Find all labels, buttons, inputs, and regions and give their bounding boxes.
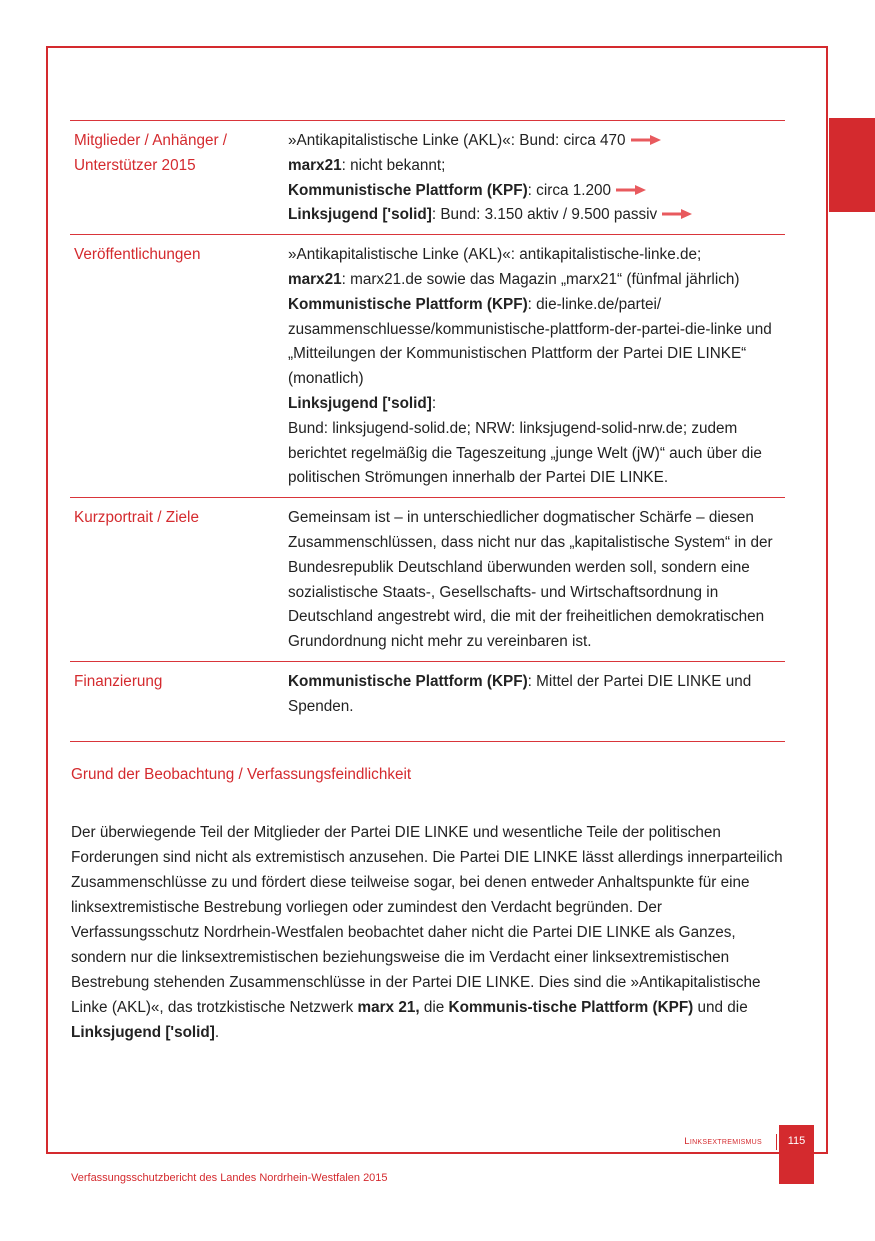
- row-label: Finanzierung: [74, 672, 163, 690]
- table-line: Kommunistische Plattform (KPF): die-linke.de/partei/ zusammenschluesse/kommunistische-plattform-der-partei-die-linke und „Mitteilungen der Kommunistischen Plattform der Partei DIE LINKE“ (monatlich): [288, 295, 772, 388]
- row-content: [284, 235, 785, 498]
- chapter-side-tab: [829, 118, 875, 212]
- row-label: Veröffentlichungen: [74, 246, 201, 264]
- table-row: [70, 498, 785, 662]
- row-label: Mitglieder / Anhänger / Unterstützer 2015: [74, 132, 228, 174]
- chapter-label: Linksextremismus: [684, 1136, 762, 1147]
- row-content: [284, 121, 785, 235]
- table-line: marx21: nicht bekannt;: [288, 156, 446, 174]
- arrow-right-icon: [631, 135, 661, 145]
- arrow-right-icon: [662, 209, 692, 219]
- table-line: Linksjugend ['solid]: Bund: 3.150 aktiv / 9.500 passiv: [288, 203, 781, 228]
- body-paragraph: Der überwiegende Teil der Mitglieder der Partei DIE LINKE und wesentliche Teile der politischen Forderungen sind nicht als extremistisch anzusehen. Die Partei DIE LINKE lässt allerdings innerparteilich Zusammenschlüsse zu und fördert diese teilweise sogar, bei denen entweder Anhaltspunkte für eine linksextremistische Bestrebung vorliegen oder zumindest den Verdacht begründen. Der Verfassungsschutz Nordrhein-Westfalen beobachtet daher nicht die Partei DIE LINKE als Ganzes, sondern nur die linksextremistischen beziehungsweise die im Verdacht einer linksextremistischen Bestrebung stehenden Zusammenschlüsse in der Partei DIE LINKE. Dies sind die »Antikapitalistische Linke (AKL)«, das trotzkistische Netzwerk marx 21, die Kommunis-tische Plattform (KPF) und die Linksjugend ['solid].: [71, 824, 783, 1041]
- section-heading: Grund der Beobachtung / Verfassungsfeindlichkeit: [71, 766, 412, 783]
- row-content: Gemeinsam ist – in unterschiedlicher dogmatischer Schärfe – diesen Zusammenschlüssen, dass nicht nur das „kapitalistische System“ in der Bundesrepublik Deutschland überwunden werden soll, sondern eine sozialistische Staats-, Gesellschafts- und Wirtschaftsordnung in Deutschland angestrebt wird, die mit der freiheitlichen demokratischen Grundordnung nicht mehr zu vereinbaren ist.: [288, 509, 773, 651]
- row-content: Kommunistische Plattform (KPF): Mittel der Partei DIE LINKE und Spenden.: [288, 672, 752, 715]
- table-line: Kommunistische Plattform (KPF): circa 1.200: [288, 179, 781, 204]
- table-row: [70, 235, 785, 498]
- info-table: [70, 120, 785, 742]
- publication-title: Verfassungsschutzbericht des Landes Nordrhein-Westfalen 2015: [71, 1172, 388, 1184]
- table-row: [70, 661, 785, 741]
- footer-divider: [776, 1134, 777, 1150]
- arrow-right-icon: [616, 185, 646, 195]
- table-line: »Antikapitalistische Linke (AKL)«: Bund: circa 470: [288, 129, 781, 154]
- table-line: »Antikapitalistische Linke (AKL)«: antikapitalistische-linke.de;: [288, 246, 702, 264]
- table-line: Bund: linksjugend-solid.de; NRW: linksjugend-solid-nrw.de; zudem berichtet regelmäßig die Tageszeitung „junge Welt (jW)“ auch über die politischen Strömungen innerhalb der Partei DIE LINKE.: [288, 419, 762, 487]
- page-number-box: [779, 1125, 814, 1184]
- table-line: marx21: marx21.de sowie das Magazin „marx21“ (fünfmal jährlich): [288, 270, 740, 288]
- row-label: Kurzportrait / Ziele: [74, 509, 199, 527]
- table-line: Linksjugend ['solid]:: [288, 394, 437, 412]
- table-row: [70, 121, 785, 235]
- page-number: 115: [787, 1135, 806, 1147]
